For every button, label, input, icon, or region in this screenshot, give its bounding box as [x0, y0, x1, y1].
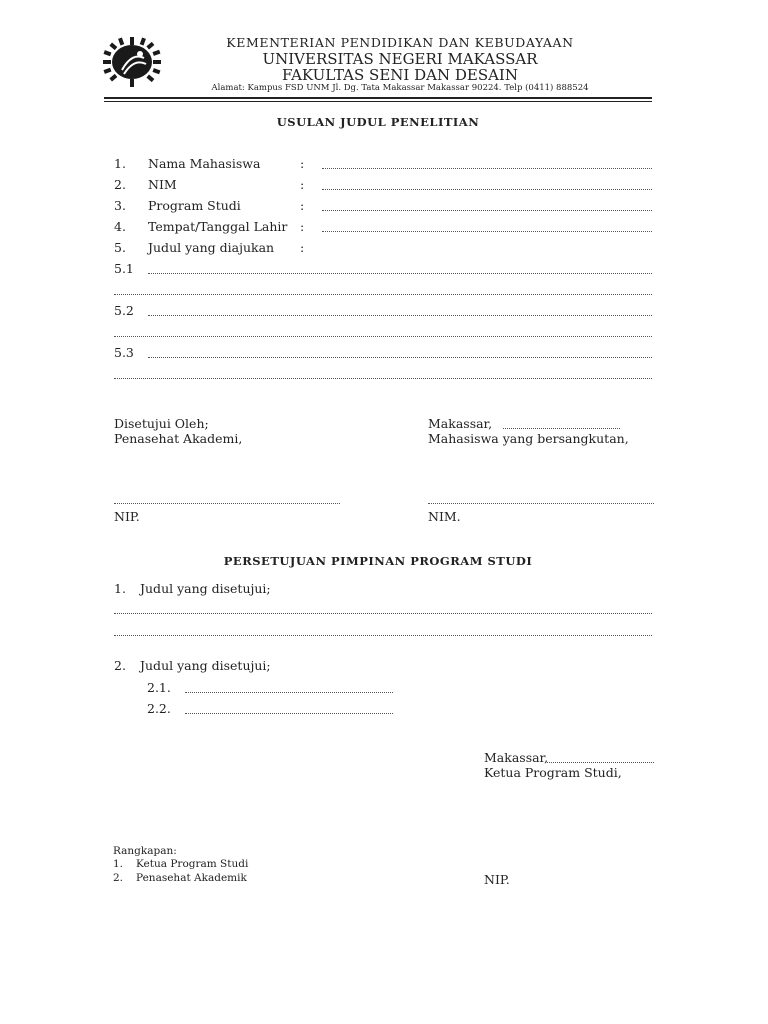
advisor-signature-line[interactable]: [114, 502, 340, 504]
field-number: 3.: [114, 198, 126, 213]
judul-2-line-b[interactable]: [114, 335, 652, 337]
head-of-program-label: Ketua Program Studi,: [484, 765, 622, 780]
approval-sub-number: 2.2.: [147, 701, 171, 716]
field-colon: :: [300, 219, 305, 234]
approved-by-label: Disetujui Oleh;: [114, 416, 209, 431]
ttl-input-line[interactable]: [322, 230, 652, 232]
student-signature-line[interactable]: [428, 502, 654, 504]
student-label: Mahasiswa yang bersangkutan,: [428, 431, 629, 446]
field-number: 4.: [114, 219, 126, 234]
sub-item-number: 5.1: [114, 261, 134, 276]
header-rule-thin: [104, 101, 652, 102]
university-logo-icon: [100, 36, 164, 88]
approval-title: PERSETUJUAN PIMPINAN PROGRAM STUDI: [223, 554, 533, 568]
header-rule-thick: [104, 97, 652, 99]
judul-1-line-b[interactable]: [114, 293, 652, 295]
approval-sub-number: 2.1.: [147, 680, 171, 695]
sub-item-number: 5.2: [114, 303, 134, 318]
university-name: UNIVERSITAS NEGERI MAKASSAR: [262, 50, 538, 68]
nim-label: NIM.: [428, 509, 461, 524]
form-title: USULAN JUDUL PENELITIAN: [276, 115, 480, 129]
judul-1-line-a[interactable]: [148, 272, 652, 274]
program-studi-input-line[interactable]: [322, 209, 652, 211]
copies-item-label: Penasehat Akademik: [136, 872, 247, 884]
approval-place-label: Makassar,: [484, 750, 549, 765]
judul-3-line-b[interactable]: [114, 377, 652, 379]
copies-item-number: 2.: [113, 872, 124, 884]
field-number: 1.: [114, 156, 126, 171]
field-label-ttl: Tempat/Tanggal Lahir: [148, 219, 288, 234]
judul-3-line-a[interactable]: [148, 356, 652, 358]
approval-item-label: Judul yang disetujui;: [140, 581, 271, 596]
approved-title-line-a[interactable]: [114, 612, 652, 614]
field-label-nim: NIM: [148, 177, 177, 192]
field-colon: :: [300, 240, 305, 255]
nim-input-line[interactable]: [322, 188, 652, 190]
approval-date-line[interactable]: [547, 761, 654, 763]
field-colon: :: [300, 177, 305, 192]
ministry-name: KEMENTERIAN PENDIDIKAN DAN KEBUDAYAAN: [226, 35, 574, 50]
approved-title-line-b[interactable]: [114, 634, 652, 636]
copies-heading: Rangkapan:: [113, 845, 177, 857]
copies-item-label: Ketua Program Studi: [136, 858, 249, 870]
approval-item-number: 1.: [114, 581, 126, 596]
faculty-name: FAKULTAS SENI DAN DESAIN: [282, 66, 518, 84]
field-label-nama: Nama Mahasiswa: [148, 156, 261, 171]
field-label-judul: Judul yang diajukan: [148, 240, 275, 255]
approved-sub-2-line[interactable]: [185, 712, 393, 714]
field-colon: :: [300, 156, 305, 171]
copies-item-number: 1.: [113, 858, 124, 870]
approval-item-number: 2.: [114, 658, 126, 673]
address-line: Alamat: Kampus FSD UNM Jl. Dg. Tata Makassar Makassar 90224. Telp (0411) 888524: [211, 83, 589, 93]
approved-sub-1-line[interactable]: [185, 691, 393, 693]
approval-nip-label: NIP.: [484, 872, 510, 887]
judul-2-line-a[interactable]: [148, 314, 652, 316]
sub-item-number: 5.3: [114, 345, 134, 360]
place-label: Makassar,: [428, 416, 493, 431]
academic-advisor-label: Penasehat Akademi,: [114, 431, 243, 446]
field-number: 5.: [114, 240, 126, 255]
field-colon: :: [300, 198, 305, 213]
nama-input-line[interactable]: [322, 167, 652, 169]
field-number: 2.: [114, 177, 126, 192]
date-input-line[interactable]: [503, 427, 620, 429]
nip-label: NIP.: [114, 509, 140, 524]
approval-item-label: Judul yang disetujui;: [140, 658, 271, 673]
field-label-program-studi: Program Studi: [148, 198, 241, 213]
